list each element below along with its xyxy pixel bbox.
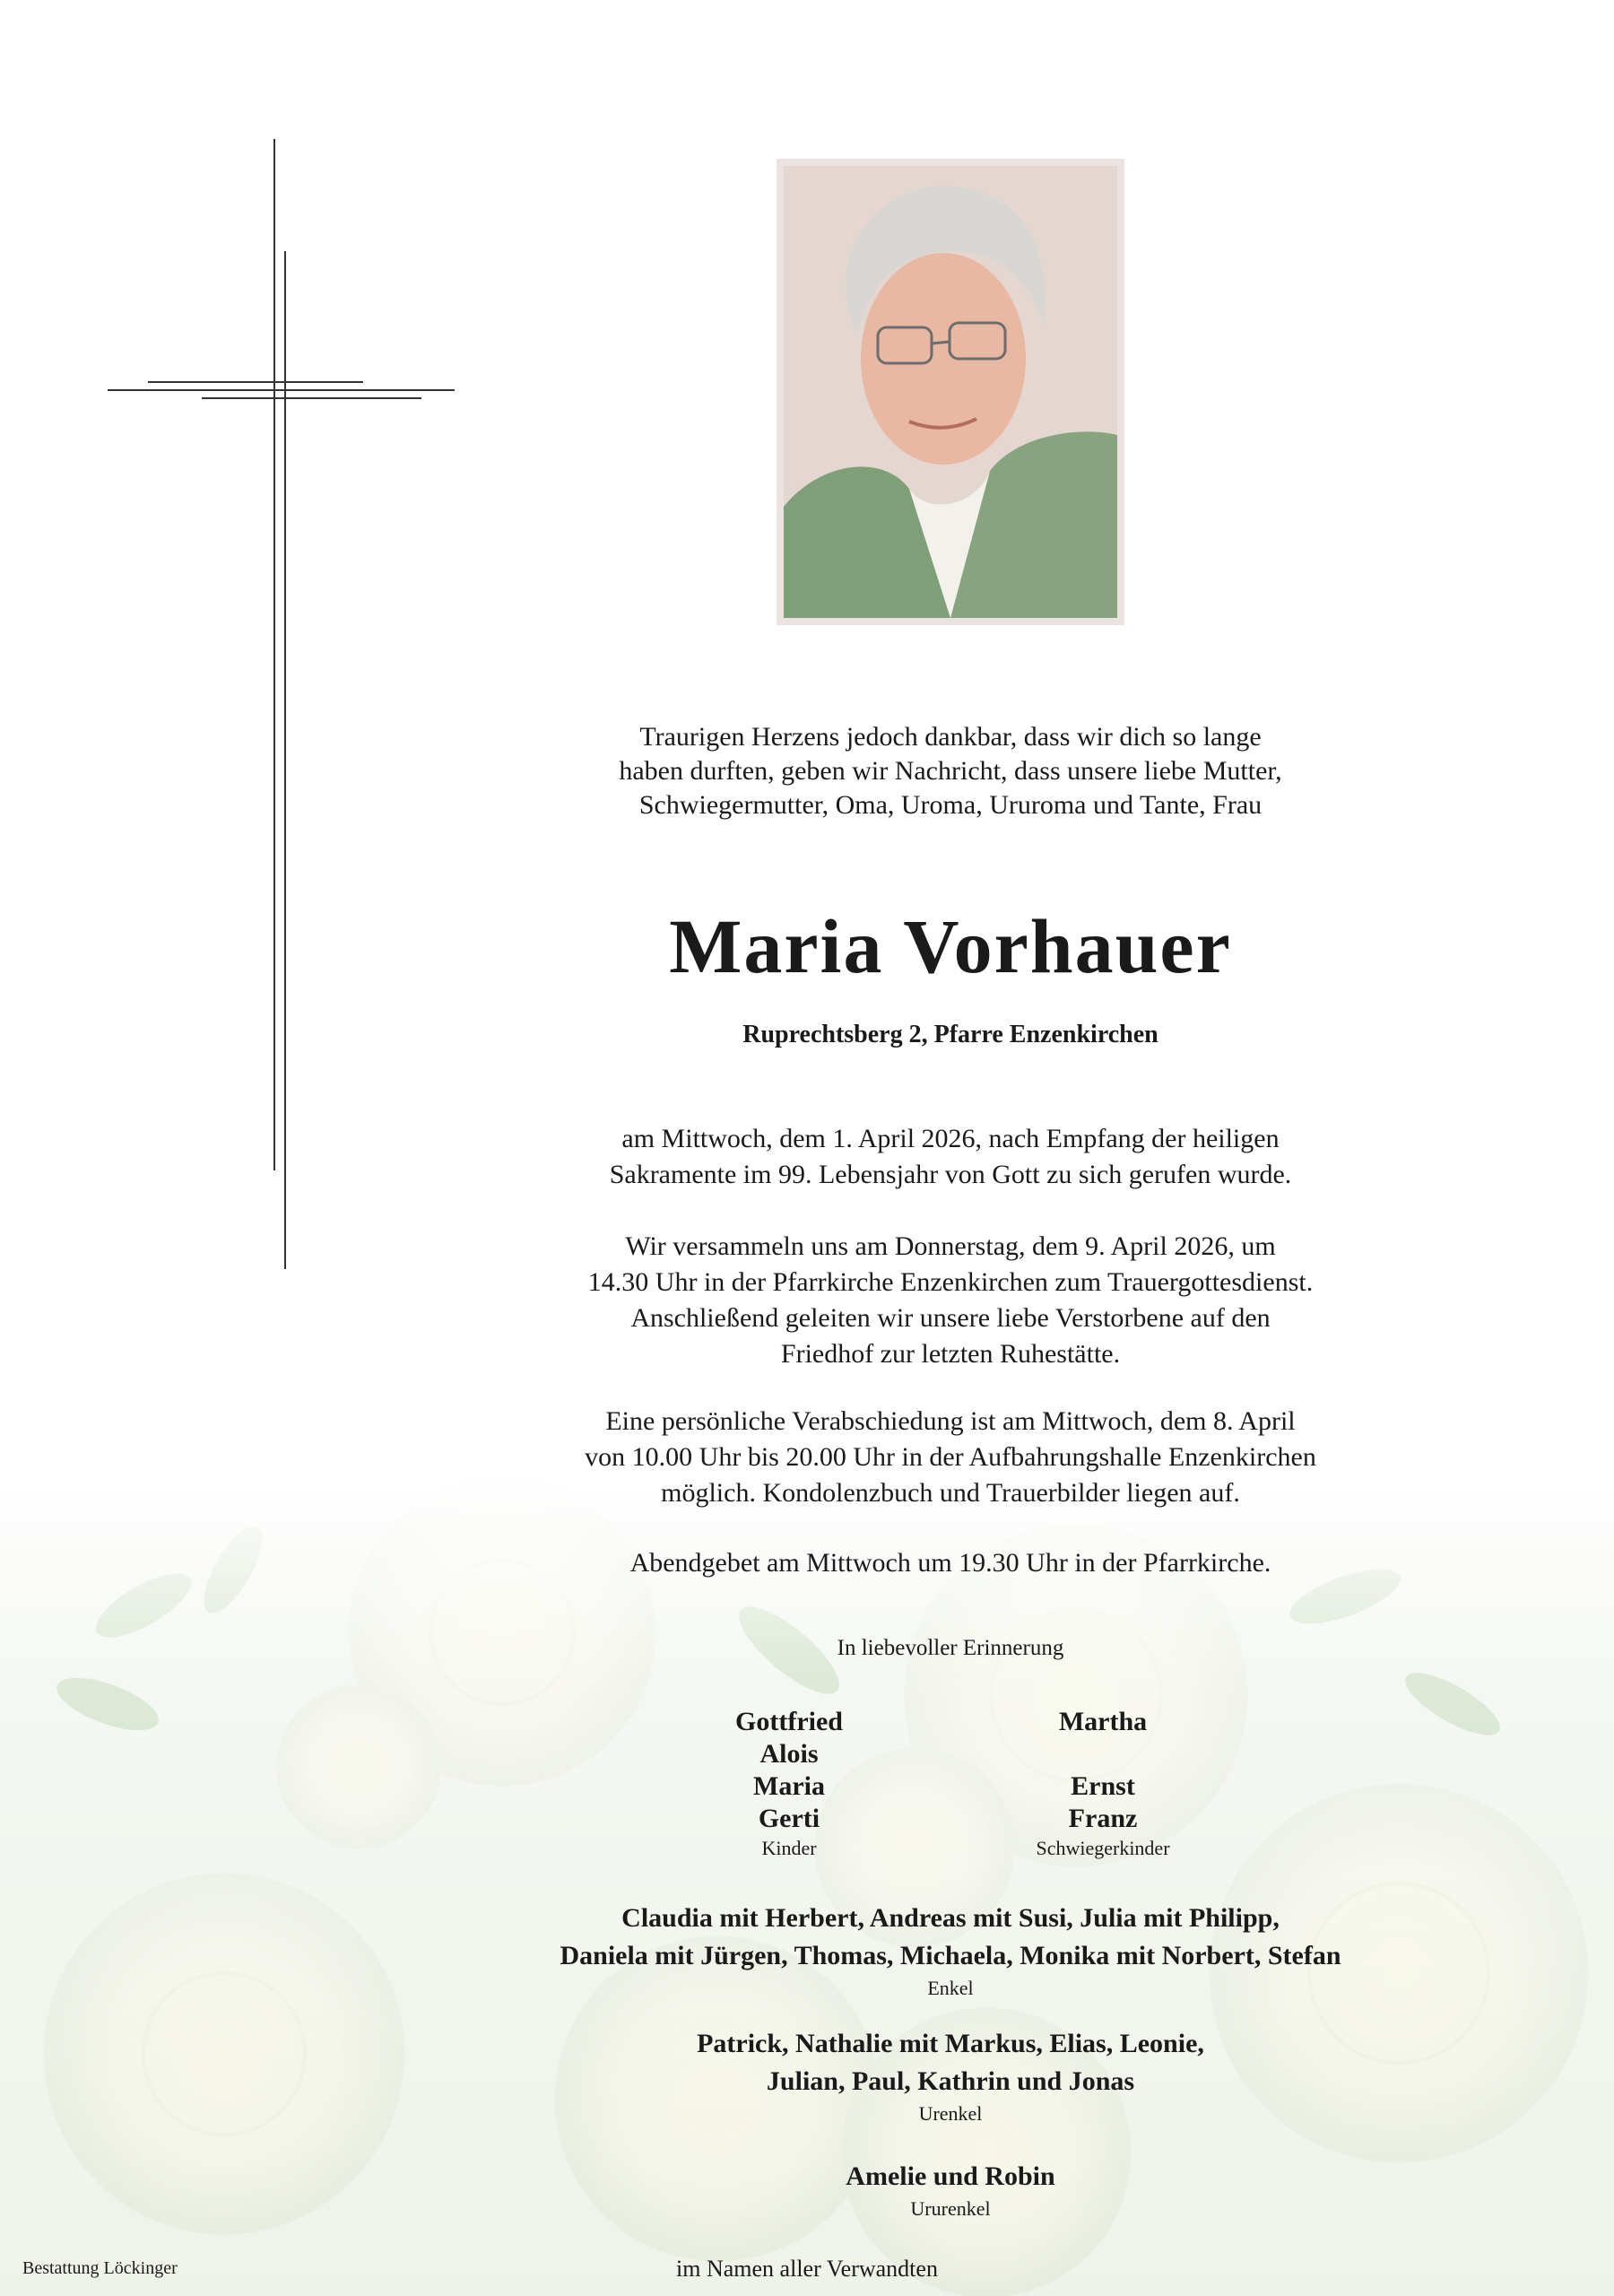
name-line: Maria [753, 1771, 825, 1801]
name-line: Patrick, Nathalie mit Markus, Elias, Leonie, [697, 2029, 1204, 2058]
intro-text [448, 720, 1453, 822]
intro-line: Schwiegermutter, Oma, Uroma, Ururoma und Tante, Frau [638, 790, 1263, 820]
text-line: am Mittwoch, dem 1. April 2026, nach Empfang der heiligen [621, 1124, 1280, 1153]
name-line: Daniela mit Jürgen, Thomas, Michaela, Monika mit Norbert, Stefan [560, 1941, 1341, 1970]
text-line: 14.30 Uhr in der Pfarrkirche Enzenkirchen zum Trauergottesdienst. [587, 1267, 1314, 1297]
children-group [628, 1706, 950, 1860]
name-line: Julian, Paul, Kathrin und Jonas [766, 2066, 1135, 2096]
relation-label: Ururenkel [910, 2197, 991, 2220]
intro-line: haben durften, geben wir Nachricht, dass unsere liebe Mutter, [619, 756, 1282, 786]
memory-heading: In liebevoller Erinnerung [837, 1636, 1064, 1660]
text-line: Friedhof zur letzten Ruhestätte. [780, 1339, 1121, 1369]
closing-line: im Namen aller Verwandten [676, 2256, 938, 2282]
name-line: Gottfried [735, 1707, 843, 1736]
intro-line: Traurigen Herzens jedoch dankbar, dass wir dich so lange [639, 722, 1262, 752]
name-line [941, 1738, 1264, 1770]
viewing-info [448, 1404, 1453, 1511]
in-laws-group [941, 1706, 1264, 1860]
deceased-address: Ruprechtsberg 2, Pfarre Enzenkirchen [742, 1021, 1158, 1048]
name-line: Martha [1058, 1707, 1148, 1736]
name-line: Amelie und Robin [846, 2161, 1055, 2191]
name-line: Gerti [758, 1804, 820, 1833]
name-line: Ernst [1071, 1771, 1135, 1801]
portrait-photo [777, 159, 1124, 625]
great-great-grandchildren-group [448, 2158, 1453, 2221]
grandchildren-group [448, 1900, 1453, 2000]
name-line: Franz [1068, 1804, 1138, 1833]
text-line: Wir versammeln uns am Donnerstag, dem 9. April 2026, um [625, 1231, 1276, 1261]
relation-label: Enkel [927, 1977, 974, 1999]
evening-prayer-info: Abendgebet am Mittwoch um 19.30 Uhr in der Pfarrkirche. [629, 1548, 1271, 1578]
funeral-home-credit: Bestattung Löckinger [22, 2258, 178, 2278]
text-line: Anschließend geleiten wir unsere liebe Verstorbene auf den [630, 1303, 1271, 1333]
relation-label: Schwiegerkinder [1036, 1837, 1170, 1859]
text-line: von 10.00 Uhr bis 20.00 Uhr in der Aufbahrungshalle Enzenkirchen [585, 1442, 1316, 1472]
deceased-name: Maria Vorhauer [669, 903, 1232, 989]
relation-label: Urenkel [918, 2102, 983, 2125]
text-line: Sakramente im 99. Lebensjahr von Gott zu sich gerufen wurde. [609, 1160, 1292, 1189]
text-line: möglich. Kondolenzbuch und Trauerbilder liegen auf. [661, 1478, 1240, 1508]
great-grandchildren-group [448, 2025, 1453, 2126]
funeral-service-info [448, 1229, 1453, 1372]
relation-label: Kinder [761, 1837, 817, 1859]
name-line: Alois [759, 1739, 819, 1769]
name-line: Claudia mit Herbert, Andreas mit Susi, Julia mit Philipp, [621, 1903, 1280, 1933]
death-notice [448, 1121, 1453, 1193]
text-line: Eine persönliche Verabschiedung ist am Mittwoch, dem 8. April [605, 1406, 1296, 1436]
cross-icon [108, 139, 457, 1269]
